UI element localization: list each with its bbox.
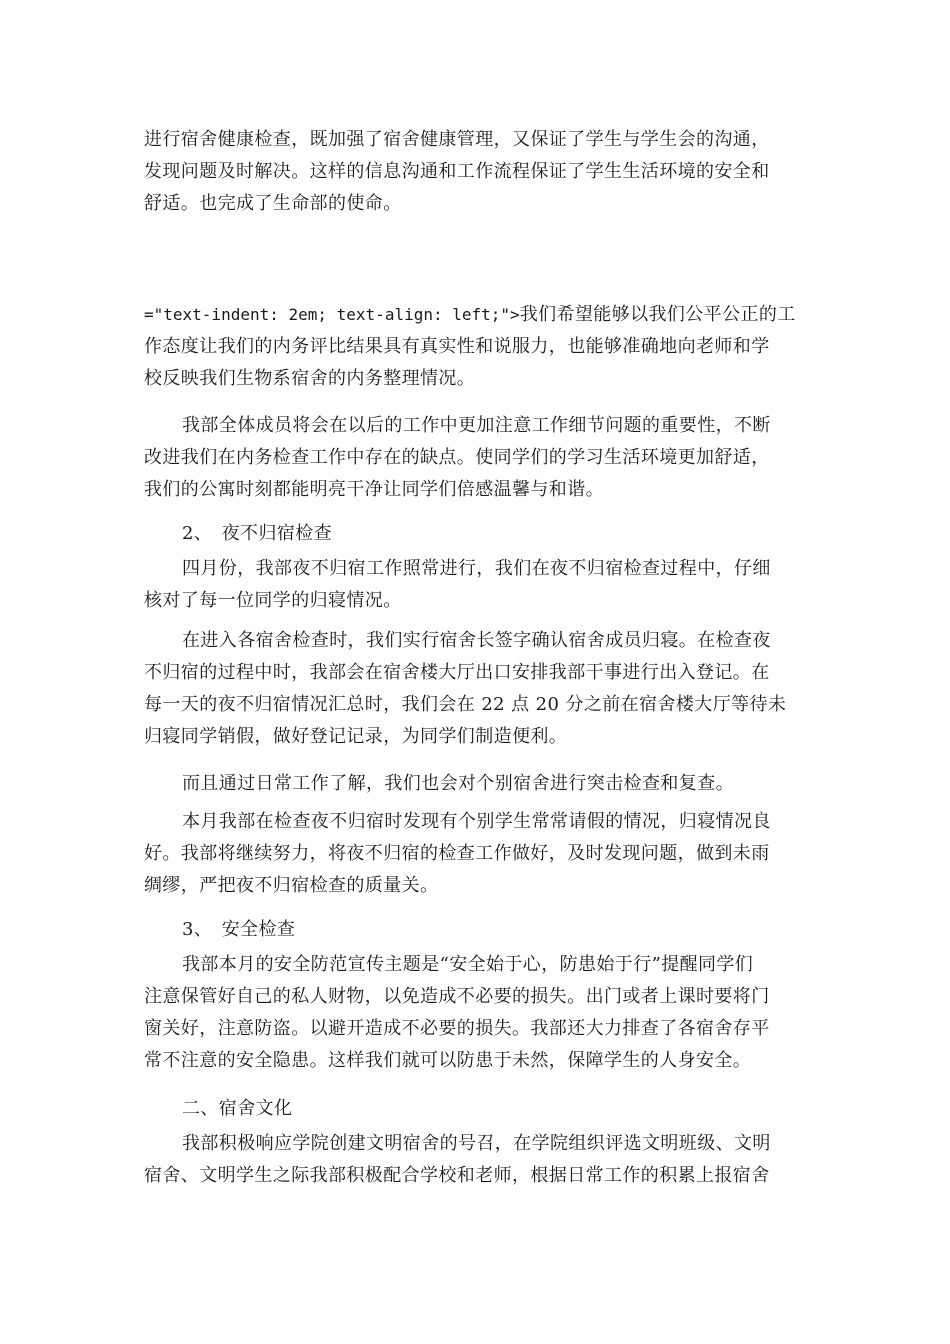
paragraph-monthly-findings — [144, 806, 814, 902]
text-line: 校反映我们生物系宿舍的内务整理情况。 — [144, 368, 476, 389]
text-line: 不归宿的过程中时，我部会在宿舍楼大厅出口安排我部干事进行出入登记。在 — [144, 662, 770, 683]
text-line: 归寝同学销假，做好登记记录，为同学们制造便利。 — [144, 726, 568, 747]
paragraph-dorm-health — [144, 124, 814, 220]
paragraph-safety-theme — [144, 949, 814, 1077]
text-line: 宿舍、文明学生之际我部积极配合学校和老师，根据日常工作的积累上报宿舍 — [144, 1165, 770, 1186]
text-fragment: 我们希望能够以我们公平公正的工 — [519, 304, 796, 325]
paragraph-civilized-dorm — [144, 1128, 814, 1192]
text-line: 改进我们在内务检查工作中存在的缺点。使同学们的学习生活环境更加舒适， — [144, 447, 770, 468]
text-line: 而且通过日常工作了解，我们也会对个别宿舍进行突击检查和复查。 — [182, 773, 734, 794]
text-line — [144, 299, 814, 331]
heading-dorm-culture — [144, 1093, 814, 1125]
text-line: 核对了每一位同学的归寝情况。 — [144, 590, 402, 611]
text-line: 作态度让我们的内务评比结果具有真实性和说服力，也能够准确地向老师和学 — [144, 336, 770, 357]
paragraph-dorm-inspection — [144, 625, 814, 753]
section-heading: 二、宿舍文化 — [182, 1098, 293, 1119]
text-line: 窗关好，注意防盗。以避开造成不必要的损失。我部还大力排查了各宿舍存平 — [144, 1018, 770, 1039]
leaked-html-attribute: ="text-indent: 2em; text-align: left;"> — [144, 305, 520, 324]
paragraph-april-night-check — [144, 553, 814, 617]
text-line: 我们的公寓时刻都能明亮干净让同学们倍感温馨与和谐。 — [144, 479, 604, 500]
paragraph-improvement — [144, 410, 814, 506]
text-line: 四月份，我部夜不归宿工作照常进行，我们在夜不归宿检查过程中，仔细 — [182, 558, 771, 579]
text-line: 在进入各宿舍检查时，我们实行宿舍长签字确认宿舍成员归寝。在检查夜 — [182, 630, 771, 651]
section-heading: 3、 安全检查 — [182, 919, 296, 940]
text-line: 好。我部将继续努力，将夜不归宿的检查工作做好，及时发现问题，做到未雨 — [144, 843, 770, 864]
text-line: 进行宿舍健康检查，既加强了宿舍健康管理，又保证了学生与学生会的沟通， — [144, 129, 770, 150]
text-line: 我部本月的安全防范宣传主题是“安全始于心，防患始于行”提醒同学们 — [182, 954, 754, 975]
text-line: 每一天的夜不归宿情况汇总时，我们会在 22 点 20 分之前在宿舍楼大厅等待未 — [144, 694, 787, 715]
text-line: 注意保管好自己的私人财物，以免造成不必要的损失。出门或者上课时要将门 — [144, 986, 770, 1007]
text-line: 常不注意的安全隐患。这样我们就可以防患于未然，保障学生的人身安全。 — [144, 1050, 752, 1071]
heading-night-check — [144, 518, 814, 550]
text-line: 我部积极响应学院创建文明宿舍的号召，在学院组织评选文明班级、文明 — [182, 1133, 771, 1154]
text-line: 绸缪，严把夜不归宿检查的质量关。 — [144, 875, 439, 896]
text-line: 发现问题及时解决。这样的信息沟通和工作流程保证了学生生活环境的安全和 — [144, 161, 770, 182]
text-line: 舒适。也完成了生命部的使命。 — [144, 193, 402, 214]
text-line: 我部全体成员将会在以后的工作中更加注意工作细节问题的重要性，不断 — [182, 415, 771, 436]
heading-safety-check — [144, 914, 814, 946]
paragraph-fair-evaluation — [144, 299, 814, 395]
text-line: 本月我部在检查夜不归宿时发现有个别学生常常请假的情况，归寝情况良 — [182, 811, 771, 832]
paragraph-spot-check — [144, 768, 814, 800]
section-heading: 2、 夜不归宿检查 — [182, 523, 333, 544]
